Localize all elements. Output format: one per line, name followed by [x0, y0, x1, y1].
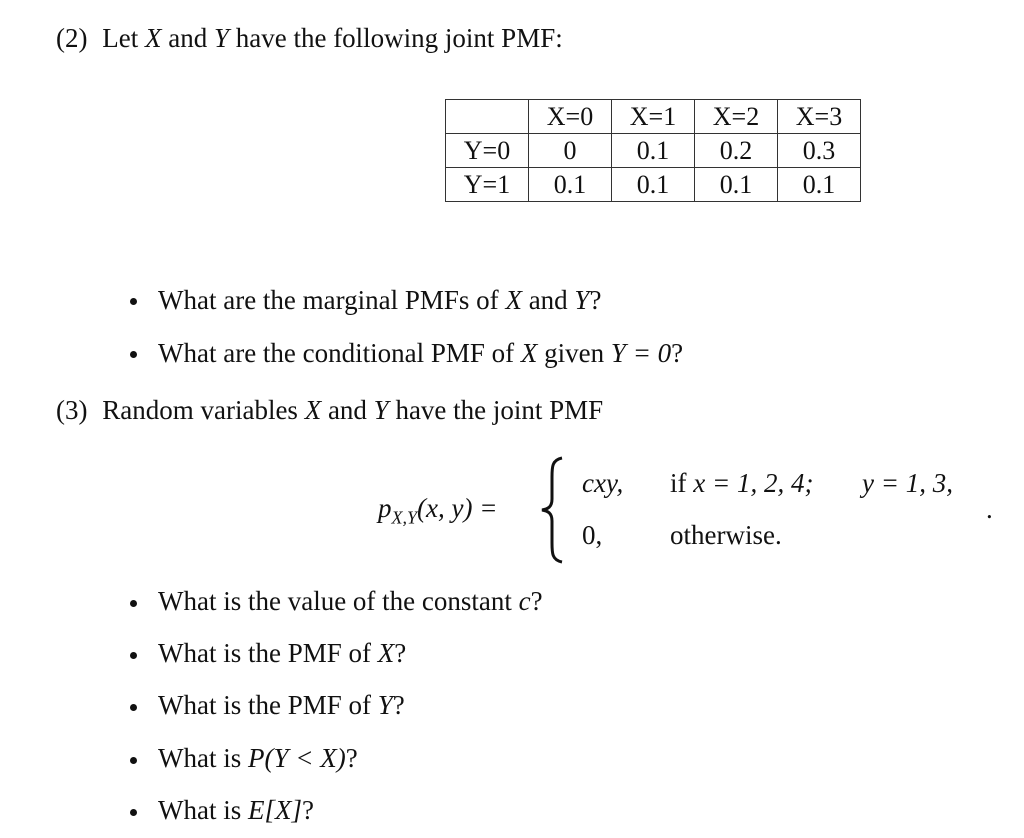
table-cell: 0.1: [778, 168, 861, 202]
table-cell: 0.1: [612, 168, 695, 202]
question-expression: E[X]: [247, 795, 302, 825]
left-brace-icon: [538, 455, 568, 565]
table-row: [446, 134, 861, 168]
table-cell: 0.1: [695, 168, 778, 202]
question-text: and: [528, 285, 568, 315]
question-text: given: [544, 338, 605, 368]
bullet-icon: [130, 652, 137, 659]
table-header-cell: X=1: [612, 100, 695, 134]
question-var: X: [377, 638, 395, 668]
question-mark: ?: [589, 285, 602, 315]
question-mark: ?: [394, 638, 407, 668]
formula-args: (x, y) =: [417, 493, 498, 523]
problem-3-intro-pre: Random variables: [102, 395, 298, 425]
formula-trailing-period: .: [986, 494, 993, 524]
case-1-if: if: [670, 468, 687, 498]
bullet-icon: [130, 809, 137, 816]
question-text: What is: [158, 795, 242, 825]
table-cell: 0.3: [778, 134, 861, 168]
problem-3-number: (3): [56, 395, 88, 425]
question-mark: ?: [671, 338, 684, 368]
problem-3-intro-post: have the joint PMF: [395, 395, 604, 425]
bullet-icon: [130, 757, 137, 764]
table-cell: Y=0: [446, 134, 529, 168]
question-var: X: [520, 338, 538, 368]
bullet-icon: [130, 600, 137, 607]
question-3d: [158, 742, 358, 774]
problem-2-var-y: Y: [213, 23, 229, 53]
question-3a: [158, 585, 543, 617]
question-var: c: [518, 586, 531, 616]
case-1-x-values: x = 1, 2, 4;: [693, 468, 814, 498]
question-mark: ?: [345, 743, 358, 773]
formula-p: p: [378, 493, 392, 523]
question-text: What are the conditional PMF of: [158, 338, 515, 368]
bullet-icon: [130, 704, 137, 711]
question-mark: ?: [530, 586, 543, 616]
case-2-condition: otherwise.: [670, 520, 782, 550]
table-header-cell: X=0: [529, 100, 612, 134]
question-text: What is the value of the constant: [158, 586, 512, 616]
question-text: What is the PMF of: [158, 690, 371, 720]
question-mark: ?: [392, 690, 405, 720]
table-header-cell: [446, 100, 529, 134]
table-header-cell: X=2: [695, 100, 778, 134]
table-cell: 0: [529, 134, 612, 168]
table-header-row: [446, 100, 861, 134]
problem-2-statement: [56, 22, 563, 54]
question-expression: P(Y < X): [247, 743, 346, 773]
table-row: [446, 168, 861, 202]
table-cell: 0.1: [612, 134, 695, 168]
problem-2-and: and: [168, 23, 208, 53]
problem-3-and: and: [327, 395, 367, 425]
problem-2-number: (2): [56, 23, 88, 53]
question-var: Y: [377, 690, 393, 720]
question-var: X: [505, 285, 522, 315]
table-cell: 0.2: [695, 134, 778, 168]
problem-3-statement: [56, 394, 603, 426]
question-text: What is the PMF of: [158, 638, 371, 668]
question-2b: [158, 337, 683, 369]
table-cell: Y=1: [446, 168, 529, 202]
question-3c: [158, 689, 405, 721]
question-3b: [158, 637, 406, 669]
question-2a: [158, 284, 601, 316]
question-condition: Y = 0: [610, 338, 672, 368]
table-cell: 0.1: [529, 168, 612, 202]
table-header-cell: X=3: [778, 100, 861, 134]
question-3e: [158, 794, 314, 826]
case-1-condition: [670, 468, 813, 499]
case-1-value: cxy,: [582, 468, 624, 498]
problem-2-intro-pre: Let: [102, 23, 139, 53]
bullet-icon: [130, 351, 137, 358]
question-text: What are the marginal PMFs of: [158, 285, 499, 315]
question-text: What is: [158, 743, 242, 773]
case-1-y-values: y = 1, 3,: [862, 468, 953, 498]
problem-2-intro-post: have the following joint PMF:: [235, 23, 563, 53]
question-mark: ?: [301, 795, 314, 825]
joint-pmf-table: [445, 99, 861, 202]
formula-lhs: [378, 493, 497, 528]
bullet-icon: [130, 298, 137, 305]
formula-subscript: X,Y: [391, 507, 418, 528]
problem-2-var-x: X: [144, 23, 162, 53]
problem-3-var-y: Y: [373, 395, 389, 425]
problem-3-var-x: X: [304, 395, 322, 425]
case-2-value: 0,: [582, 520, 603, 550]
question-var: Y: [574, 285, 590, 315]
